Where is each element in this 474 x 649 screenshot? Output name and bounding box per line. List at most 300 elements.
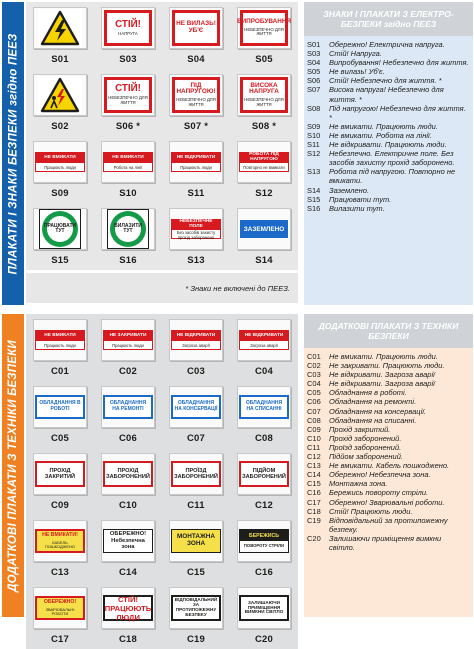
sign-code: C01 [50,366,70,377]
sign-card [169,319,223,361]
sign-blue-frame: ОБЛАДНАННЯ В РОБОТІ [35,395,85,419]
legend-text: Стій! Небезпечно для життя. * [329,76,442,86]
sign-sub-text: Працюють люди [44,342,76,348]
sign-code: C10 [118,500,138,511]
legend-text: Стій! Працюють люди. [329,506,413,516]
sign-card [169,141,223,183]
sign-tile [230,381,298,448]
section2-side-title: ДОДАТКОВІ ПЛАКАТИ З ТЕХНІКИ БЕЗПЕКИ [7,339,20,592]
sign-blue-frame: ОБЛАДНАННЯ НА СПИСАННІ [239,395,289,419]
sign-card [169,74,223,116]
legend-text: Не відкривати. Загроза аварії [329,379,435,389]
legend-code: C09 [307,424,321,434]
legend-code: C01 [307,352,321,361]
legend-row [307,434,469,443]
sign-main-text: НЕ ВІДКРИВАТИ [240,331,288,341]
legend-code: C08 [307,415,321,425]
legend-row [307,407,469,416]
legend-text: Проїзд заборонений. [329,442,402,452]
sign-main-text: ОБЕРЕЖНО! [43,599,77,606]
sign-code: S11 [187,188,205,199]
sign-red-frame [172,77,220,113]
sign-tile [230,515,298,582]
sign-red-header [171,219,221,239]
sign-code: C03 [186,366,206,377]
legend-code: C18 [307,506,321,516]
sign-triangle [38,76,82,114]
legend-row [307,352,469,361]
legend-text: Монтажна зона. [329,479,388,489]
legend-code: C02 [307,361,321,371]
sign-code: S03 [119,54,137,65]
sign-red-header [171,330,221,350]
sign-red-header [35,330,85,350]
legend-row [307,388,469,397]
sign-yellow-black: МОНТАЖНА ЗОНА [171,529,221,553]
sign-tile [26,203,94,270]
legend-code: C15 [307,479,321,489]
sign-sub-text: Працюють люди [180,164,212,170]
legend-row [307,425,469,434]
sign-card [237,7,291,49]
sign-code: S05 [255,54,273,65]
legend-text: Випробування! Небезпечно для життя. [329,58,469,68]
sign-red-border-text: ПРОХІД ЗАБОРОНЕНИЙ [103,461,153,487]
legend-text: Не закривати. Працюють люди. [329,361,445,371]
sign-tile [230,2,298,69]
sign-sub-text: НАПРУГА [118,30,138,36]
legend-code: C13 [307,461,321,471]
legend-code: S07 [307,85,321,95]
sign-card [237,74,291,116]
sign-tile [94,2,162,69]
sign-tile [94,69,162,136]
legend-row [307,58,469,67]
sign-red-border-text: ПРОХІД ЗАКРИТИЙ [35,461,85,487]
legend-text: Не вмикати. Робота на лінії. [329,130,432,140]
legend-text: Обладнання в роботі. [329,388,407,398]
sign-main-text: ВІДПОВІДАЛЬНИЙ ЗА ПРОТИПОЖЕЖНУ БЕЗПЕКУ [174,597,218,617]
sign-card [101,208,155,250]
sign-sub-text: Працюють люди [112,342,144,348]
sign-main-text: НЕ ВІДКРИВАТИ [172,153,220,163]
legend-code: S15 [307,194,321,204]
sign-blue-label: ЗАЗЕМЛЕНО [240,220,288,238]
sign-sub-text: НЕБЕЗПЕЧНО ДЛЯ ЖИТТЯ [176,97,216,107]
sign-red-frame [104,10,152,46]
section1-sign-grid [26,2,298,270]
sign-sub-text: Загроза аварії [250,342,278,348]
legend-row [307,470,469,479]
sign-main-text: НЕ ВІДКРИВАТИ [172,331,220,341]
sign-card [169,520,223,562]
sign-tile [162,314,230,381]
sign-card [33,74,87,116]
sign-code: C19 [186,634,206,645]
legend-text: Працювати тут. [329,194,392,204]
legend-code: C03 [307,370,321,380]
sign-code: C05 [50,433,70,444]
legend-text: Не вмикати. Працюють люди. [329,352,438,361]
sign-card [237,208,291,250]
sign-code: S04 [187,54,205,65]
sign-code: S08 * [251,121,277,132]
sign-main-text: НЕ ВМИКАТИ [36,331,84,341]
sign-tile [94,582,162,649]
sign-main-text: БЕРЕЖИСЬ [248,532,279,539]
sign-card [237,319,291,361]
sign-yellow-red [35,529,85,553]
sign-card [101,520,155,562]
legend-text: Робота під напругою. Повторно не вмикати. [329,167,456,186]
sign-card [169,453,223,495]
sign-code: C11 [187,500,205,511]
sign-code: C08 [254,433,274,444]
sign-card [169,208,223,250]
sign-code: C16 [254,567,274,578]
legend-text: Прохід закритий. [329,424,391,434]
legend-text: Бережись повороту стріли. [329,488,429,498]
sign-yellow-red [35,596,85,620]
section1-header: ЗНАКИ І ПЛАКАТИ З ЕЛЕКТРО-БЕЗПЕКИ згідно ПЕЕЗ [304,2,473,36]
legend-row [307,443,469,452]
legend-text: Відповідальний за протипожежну безпеку. [329,515,448,534]
legend-text: Обережно! Електрична напруга. [329,40,445,49]
sign-red-border-text: ПІДЙОМ ЗАБОРОНЕНИЙ [239,461,289,487]
sign-tile [94,314,162,381]
legend-text: Підйом заборонений. [329,452,403,462]
sign-tile [230,69,298,136]
sign-tile [162,136,230,203]
sign-card [33,141,87,183]
legend-row [307,104,469,122]
sign-sub-text: Загроза аварії [182,342,210,348]
sign-tile [94,515,162,582]
sign-code: C14 [118,567,138,578]
sign-main-text: НЕ ВМИКАТИ [104,153,152,163]
sign-card [169,386,223,428]
sign-code: S02 [51,121,69,132]
legend-code: C11 [307,442,321,452]
sign-red-header [239,330,289,350]
sign-tile [162,2,230,69]
sign-main-text: ПІД НАПРУГОЮ! [176,81,216,96]
legend-code: S06 [307,76,321,86]
sign-main-text: РОБОТА ПІД НАПРУГОЮ [240,153,288,163]
sign-card [101,7,155,49]
sign-card [237,587,291,629]
section2-header: ДОДАТКОВІ ПЛАКАТИ З ТЕХНІКИ БЕЗПЕКИ [304,314,473,348]
legend-row [307,140,469,149]
sign-card [237,141,291,183]
legend-code: S16 [307,203,321,213]
legend-text: Не вмикати. Кабель пошкоджено. [329,461,450,471]
sign-tile [94,203,162,270]
sign-tile [26,515,94,582]
sign-main-text: НЕ ВМИКАТИ! [42,532,78,539]
legend-code: S10 [307,130,321,140]
sign-code: S09 [51,188,69,199]
sign-card [33,386,87,428]
legend-row [307,507,469,516]
legend-code: C07 [307,406,321,416]
sign-card [237,386,291,428]
sign-card [33,7,87,49]
green-ring [110,211,146,247]
sign-card [169,7,223,49]
legend-code: C19 [307,515,321,525]
legend-code: S08 [307,103,321,113]
sign-sub-text: СТІЙ! ПРАЦЮЮТЬ ЛЮДИ [104,595,152,622]
section2-legend-list [304,348,473,617]
sign-code: C13 [50,567,70,578]
sign-tile [162,448,230,515]
sign-code: C18 [118,634,138,645]
sign-tile [230,136,298,203]
sign-card [101,74,155,116]
sign-green-circle [39,209,81,249]
sign-tile [26,69,94,136]
legend-text: Обладнання на ремонті. [329,397,417,407]
high-voltage-triangle-icon [40,10,80,46]
sign-code: S12 [255,188,273,199]
legend-text: Не відкривати. Працюють люди. [329,140,447,150]
sign-black-yellow [239,529,289,553]
legend-code: C04 [307,379,321,389]
sign-code: C06 [118,433,138,444]
sign-red-header [171,152,221,172]
sign-tile [94,448,162,515]
legend-row [307,397,469,406]
legend-row [307,204,469,213]
sign-main-text: ЗАЛИШАЮЧИ ПРИМІЩЕННЯ ВИМКНИ СВІТЛО [244,599,284,615]
sign-tile [230,582,298,649]
sign-card [101,587,155,629]
sign-sub-text: Повторно не вмикати [243,164,285,170]
sign-sub-text: НЕБЕЗПЕЧНО ДЛЯ ЖИТТЯ [244,97,284,107]
legend-row [307,186,469,195]
legend-row [307,452,469,461]
legend-code: C12 [307,452,321,462]
legend-code: S12 [307,149,321,159]
sign-code: C17 [50,634,70,645]
sign-code: S13 [187,255,205,266]
sign-sub-text: НЕБЕЗПЕЧНО ДЛЯ ЖИТТЯ [108,95,148,106]
sign-sub-text: ЗВАРЮВАЛЬНІ РОБОТИ [45,606,75,616]
sign-sub-text: Без засобів захисту прохід заборонено [176,229,216,240]
sign-main-text: НЕ ВМИКАТИ [36,153,84,163]
legend-row [307,534,469,552]
sign-card [33,208,87,250]
legend-row [307,76,469,85]
legend-text: Під напругою! Небезпечно для життя. * [329,103,466,122]
legend-row [307,67,469,76]
sign-card [101,386,155,428]
sign-tile [162,515,230,582]
sign-black-white [171,595,221,621]
sign-tile [162,381,230,448]
sign-tile [26,136,94,203]
legend-code: S01 [307,40,321,49]
sign-red-header [103,152,153,172]
legend-text: Обладнання на консервації. [329,406,427,416]
legend-code: C17 [307,497,321,507]
sign-tile [94,381,162,448]
sign-sub-text: ПОВОРОТУ СТРІЛИ [240,541,288,552]
legend-code: C05 [307,388,321,398]
legend-text: Вилазити тут. [329,203,385,213]
legend-code: S04 [307,58,321,68]
sign-card [101,453,155,495]
section2-side-title-bar [2,314,24,617]
legend-text: Не відкривати. Загроза аварії [329,370,435,380]
legend-text: Небезпечно. Електричне поле. Без засобів захисту прохід заборонено. [329,149,455,168]
sign-sub-text: Робота на лінії [113,164,143,170]
legend-text: Обережно! Зварювальні роботи. [329,497,445,507]
sign-main-text: ВИСОКА НАПРУГА [249,81,279,96]
legend-row [307,149,469,167]
sign-black-white [103,595,153,621]
legend-row [307,416,469,425]
sign-code: S07 * [183,121,209,132]
sign-tile [162,203,230,270]
legend-row [307,370,469,379]
sign-tile [230,448,298,515]
sign-tile [162,582,230,649]
sign-tile [230,314,298,381]
legend-row [307,49,469,58]
sign-code: C20 [254,634,274,645]
legend-code: S09 [307,121,321,131]
sign-main-text: СТІЙ! [115,18,141,30]
sign-code: C09 [50,500,70,511]
legend-code: C10 [307,433,321,443]
sign-main-text: ПРАЦЮВАТИ ТУТ [47,216,73,242]
warning-person-triangle-icon [40,77,80,113]
sign-red-frame [104,77,152,113]
legend-row [307,167,469,185]
sign-tile [26,314,94,381]
legend-text: Обладнання на списанні. [329,415,417,425]
legend-code: S05 [307,67,321,77]
sign-code: C12 [254,500,274,511]
sign-blue-frame: ОБЛАДНАННЯ НА КОНСЕРВАЦІЇ [171,395,221,419]
legend-row [307,379,469,388]
sign-card [33,453,87,495]
sign-main-text: НЕБЕЗПЕЧНЕ ПОЛЕ [172,220,220,230]
sign-sub-text: Працюють люди [44,164,76,170]
legend-row [307,498,469,507]
sign-main-text: НЕ ВИЛАЗЬ! УБ'Є [176,20,216,34]
legend-code: S03 [307,49,321,59]
sign-main-text: ВИПРОБУВАННЯ [236,17,292,25]
sign-main-text: СТІЙ! [115,83,141,95]
sign-blue-frame: ОБЛАДНАННЯ НА РЕМОНТІ [103,395,153,419]
sign-code: S14 [255,255,273,266]
legend-row [307,40,469,49]
legend-text: Прохід заборонений. [329,433,402,443]
green-ring [42,211,78,247]
legend-code: C06 [307,397,321,407]
legend-row [307,488,469,497]
sign-code: S15 [51,255,69,266]
sign-tile [26,2,94,69]
sign-black-white [239,595,289,621]
sign-sub-text: КАБЕЛЬ ПОШКОДЖЕНО [44,539,76,549]
legend-row [307,361,469,370]
legend-text: Залишаючи приміщення вимкни світло. [329,533,442,552]
legend-row [307,461,469,470]
sign-card [33,319,87,361]
legend-code: S11 [307,140,320,150]
sign-sub-text: НЕБЕЗПЕЧНО ДЛЯ ЖИТТЯ [244,26,284,37]
legend-row [307,479,469,488]
sign-card [33,520,87,562]
sign-tile [26,582,94,649]
sign-card [169,587,223,629]
sign-tile [230,203,298,270]
legend-code: S14 [307,185,321,195]
section2-sign-grid [26,314,298,649]
sign-tile [162,69,230,136]
sign-card [237,453,291,495]
sign-main-text: НЕ ЗАКРИВАТИ [104,331,152,341]
sign-green-circle [107,209,149,249]
sign-tile [94,136,162,203]
sign-code: S16 [119,255,137,266]
legend-text: Висока напруга! Небезпечно для життя. * [329,85,444,104]
sign-tile [26,381,94,448]
sign-white-text: ОБЕРЕЖНО! Небезпечна зона [103,529,153,553]
sign-card [101,141,155,183]
section1-footnote: * Знаки не включені до ПЕЕЗ. [26,273,298,303]
sign-red-frame [240,77,288,113]
legend-code: C14 [307,470,321,480]
sign-code: S01 [51,54,69,65]
sign-red-border-text: ПРОЇЗД ЗАБОРОНЕНИЙ [171,461,221,487]
legend-row [307,122,469,131]
sign-code: C15 [186,567,206,578]
legend-text: Не вмикати. Працюють люди. [329,121,438,131]
legend-code: C20 [307,533,321,543]
legend-text: Не вилазь! Уб'є. [329,67,385,77]
section1-side-title: ПЛАКАТИ І ЗНАКИ БЕЗПЕКИ згідно ПЕЕЗ [7,33,19,274]
sign-card [237,520,291,562]
sign-tile [26,448,94,515]
legend-text: Обережно! Небезпечна зона. [329,470,431,480]
legend-row [307,131,469,140]
section1-legend-list [304,36,473,305]
legend-row [307,85,469,103]
sign-red-frame [236,10,292,46]
sign-code: C04 [254,366,274,377]
sign-red-header [35,152,85,172]
sign-code: S06 * [115,121,141,132]
sign-red-header [103,330,153,350]
sign-red-frame [172,10,220,46]
sign-code: C02 [118,366,138,377]
sign-red-header [239,152,289,172]
sign-triangle [38,9,82,47]
legend-text: Заземлено. [329,185,370,195]
section1-side-title-bar [2,2,24,305]
sign-card [101,319,155,361]
legend-row [307,195,469,204]
legend-code: S13 [307,167,321,177]
sign-main-text: ВИЛАЗИТИ ТУТ [115,216,141,242]
legend-code: C16 [307,488,321,498]
sign-code: S10 [119,188,137,199]
